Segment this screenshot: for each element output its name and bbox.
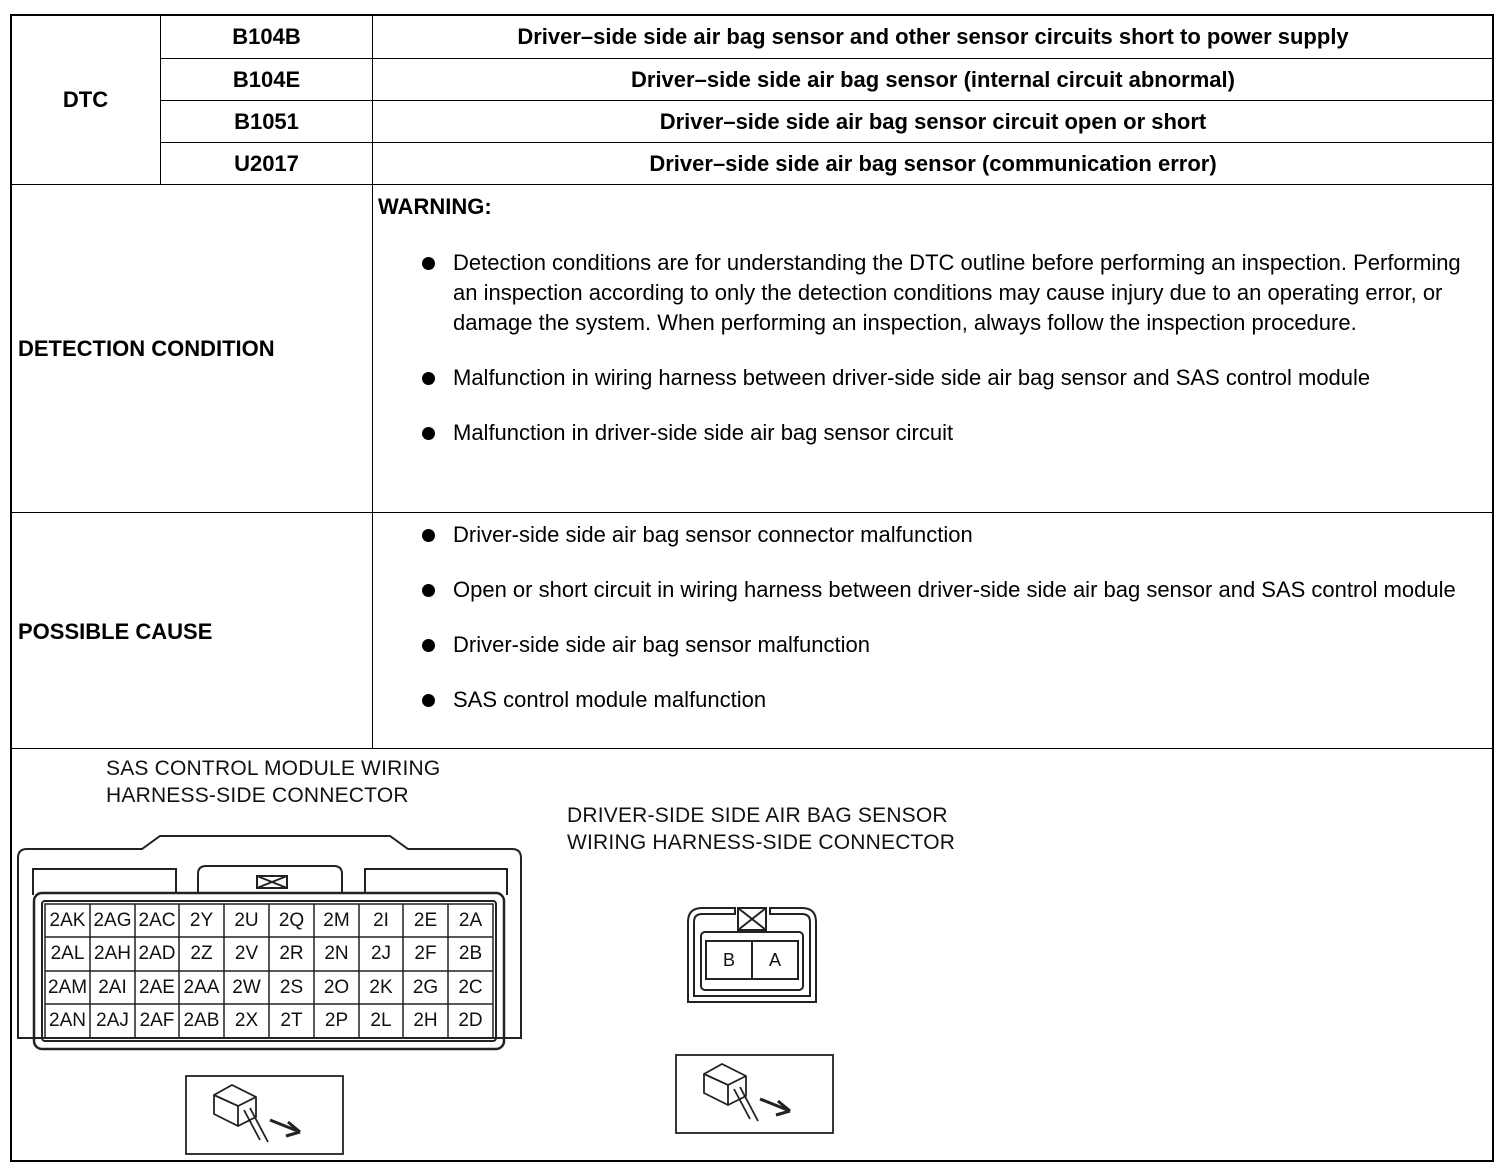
sas-pin-label: 2AB bbox=[183, 1010, 220, 1031]
sas-pin-label: 2D bbox=[458, 1010, 483, 1031]
cause-bullet: Driver-side side air bag sensor malfunction bbox=[418, 630, 1458, 660]
detection-condition-label: DETECTION CONDITION bbox=[18, 336, 275, 361]
detection-bullet: Malfunction in driver-side side air bag sensor circuit bbox=[418, 418, 1463, 448]
sas-pin-label: 2AJ bbox=[96, 1010, 129, 1031]
sas-pin-label: 2AC bbox=[138, 909, 176, 931]
sas-connector-title-line2: HARNESS-SIDE CONNECTOR bbox=[106, 784, 409, 807]
sas-pin-label: 2C bbox=[458, 976, 483, 998]
sas-pin-label: 2AA bbox=[183, 976, 220, 998]
cause-bullet: SAS control module malfunction bbox=[418, 685, 1458, 715]
sas-pin-label: 2R bbox=[279, 943, 304, 964]
sas-pin-label: 2AE bbox=[139, 976, 175, 998]
sas-pin-label: 2J bbox=[370, 943, 392, 964]
sensor-pin-label: A bbox=[768, 949, 781, 970]
sas-pin-label: 2AH bbox=[94, 943, 131, 964]
sas-pin-label: 2H bbox=[413, 1010, 438, 1031]
dtc-code: B104B bbox=[232, 24, 301, 49]
sas-pin-label: 2T bbox=[280, 1010, 303, 1031]
sas-pin-label: 2S bbox=[279, 976, 304, 998]
sas-pin-label: 2AD bbox=[138, 943, 176, 964]
sas-pin-label: 2B bbox=[458, 943, 483, 964]
view-direction-icon-right bbox=[676, 1055, 833, 1133]
sas-pin-label: 2K bbox=[369, 976, 393, 998]
sas-pin-label: 2AK bbox=[49, 909, 86, 931]
sensor-connector-title-line1: DRIVER-SIDE SIDE AIR BAG SENSOR bbox=[567, 804, 948, 827]
dtc-code: B1051 bbox=[234, 108, 299, 134]
sas-pin-label: 2U bbox=[234, 909, 259, 931]
sas-connector-title-line1: SAS CONTROL MODULE WIRING bbox=[106, 757, 441, 780]
sas-pin-label: 2O bbox=[323, 976, 350, 998]
dtc-description: Driver–side side air bag sensor (communication error) bbox=[649, 150, 1217, 176]
sas-pin-label: 2AL bbox=[50, 943, 85, 964]
sas-pin-label: 2P bbox=[324, 1010, 349, 1031]
dtc-description: Driver–side side air bag sensor circuit open or short bbox=[659, 108, 1207, 134]
detection-bullet: Detection conditions are for understanding the DTC outline before performing an inspection. Performing an inspection according to only the detection conditions may cause injury due to an operating error, or damage the system. When performing an inspection, always follow the inspection procedure. bbox=[418, 248, 1463, 338]
dtc-code: U2017 bbox=[234, 150, 299, 176]
view-direction-icon-left bbox=[186, 1076, 343, 1154]
cause-bullet: Driver-side side air bag sensor connector malfunction bbox=[418, 520, 1458, 550]
sas-pin-label: 2G bbox=[412, 976, 439, 998]
dtc-header: DTC bbox=[62, 87, 109, 112]
sas-pin-label: 2AM bbox=[47, 976, 88, 998]
cause-bullet: Open or short circuit in wiring harness between driver-side side air bag sensor and SAS control module bbox=[418, 575, 1458, 605]
possible-cause-label: POSSIBLE CAUSE bbox=[18, 619, 213, 644]
sas-pin-label: 2X bbox=[234, 1010, 259, 1031]
sas-pin-label: 2L bbox=[370, 1010, 392, 1031]
sensor-connector-title-line2: WIRING HARNESS-SIDE CONNECTOR bbox=[567, 831, 956, 854]
sas-pin-label: 2AF bbox=[139, 1010, 175, 1031]
dtc-description: Driver–side side air bag sensor (internal circuit abnormal) bbox=[631, 66, 1235, 92]
sas-pin-label: 2M bbox=[323, 909, 350, 931]
dtc-description: Driver–side side air bag sensor and other sensor circuits short to power supply bbox=[517, 24, 1349, 49]
dtc-code: B104E bbox=[232, 66, 301, 92]
sas-pin-label: 2Z bbox=[190, 943, 213, 964]
sas-pin-label: 2Q bbox=[278, 909, 305, 931]
sas-pin-label: 2F bbox=[414, 943, 437, 964]
sas-pin-label: 2Y bbox=[189, 909, 214, 931]
sas-pin-label: 2W bbox=[232, 976, 261, 998]
sas-pin-label: 2AN bbox=[49, 1010, 86, 1031]
sas-pin-label: 2E bbox=[413, 909, 438, 931]
sas-pin-label: 2I bbox=[373, 909, 389, 931]
sas-pin-label: 2N bbox=[324, 943, 349, 964]
sas-pin-label: 2V bbox=[234, 943, 259, 964]
sensor-pin-label: B bbox=[722, 949, 735, 970]
sas-pin-label: 2A bbox=[458, 909, 483, 931]
sas-pin-label: 2AI bbox=[98, 976, 127, 998]
warning-heading: WARNING: bbox=[378, 194, 492, 219]
detection-bullet: Malfunction in wiring harness between driver-side side air bag sensor and SAS control module bbox=[418, 363, 1463, 393]
sas-pin-label: 2AG bbox=[93, 909, 132, 931]
